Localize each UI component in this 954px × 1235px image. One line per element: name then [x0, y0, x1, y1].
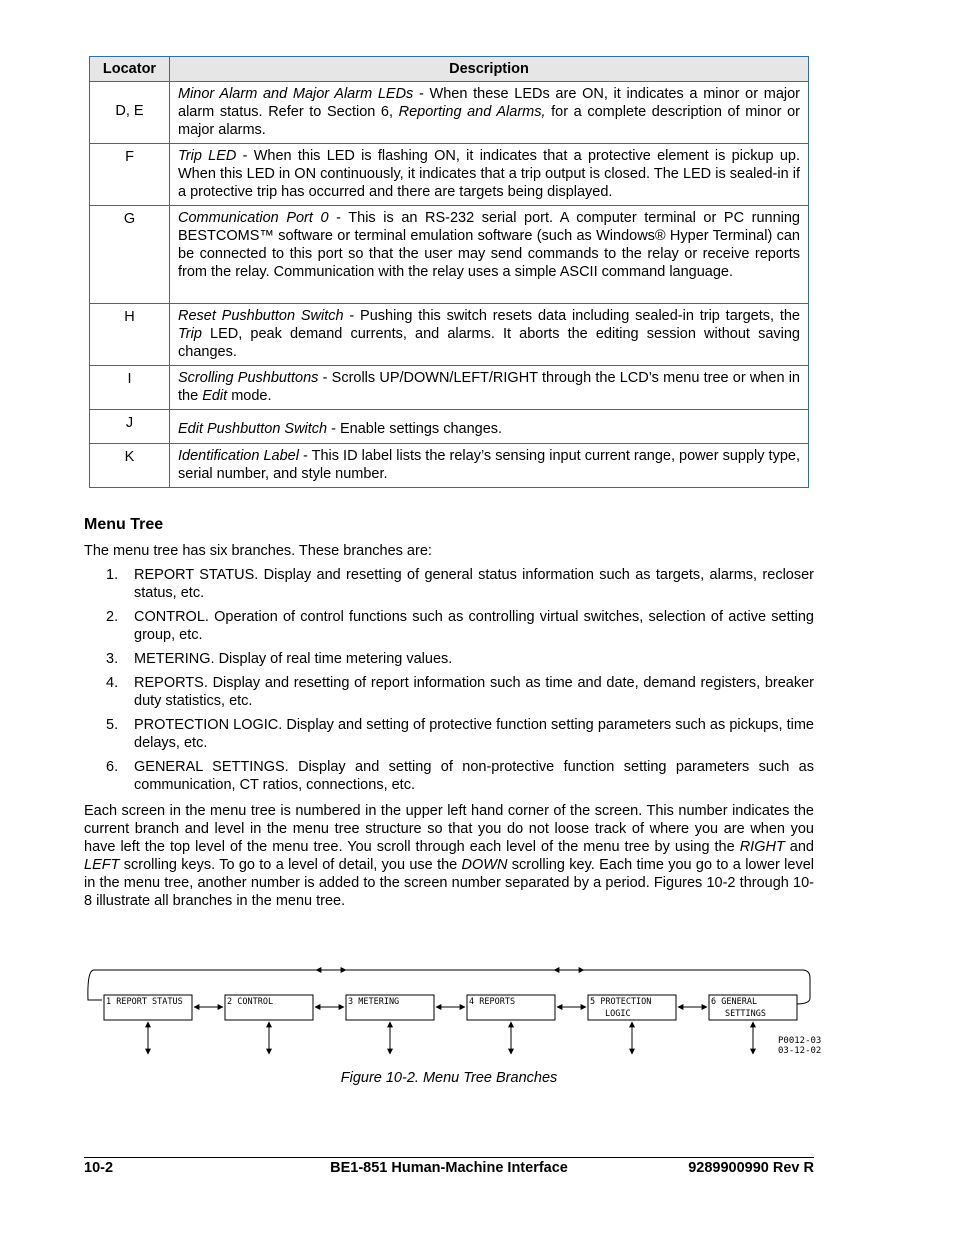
item-ref: Edit [202, 388, 228, 404]
item-text: - Enable settings changes. [327, 421, 503, 437]
wraparound-connector [88, 970, 810, 1004]
list-number: 6. [106, 759, 119, 775]
list-text: PROTECTION LOGIC. Display and setting of protective function setting parameters such as pickups, time delays, etc. [134, 717, 814, 751]
branch-list [84, 566, 814, 800]
footer-rule [84, 1157, 814, 1158]
locator-cell: H [90, 304, 170, 366]
document-number: 9289900990 Rev R [688, 1160, 814, 1176]
list-text: CONTROL. Operation of control functions such as controlling virtual switches, selection of active setting group, etc. [134, 609, 814, 643]
locator-cell: J [90, 410, 170, 444]
item-text2: for a complete description of minor or major alarms. [178, 104, 800, 138]
table-row [90, 366, 809, 410]
menu-branch-label: 1 REPORT STATUS [106, 997, 183, 1007]
description-header: Description [170, 57, 809, 82]
item-title: Communication Port 0 [178, 210, 329, 226]
menu-branch-label: 3 METERING [348, 997, 400, 1007]
paragraph-text: and [784, 839, 814, 855]
menu-branch-label-line2: LOGIC [605, 1009, 631, 1019]
locator-cell: F [90, 144, 170, 206]
item-title: Trip LED [178, 148, 237, 164]
menu-branch-label: 4 REPORTS [469, 997, 516, 1007]
description-cell [170, 304, 809, 366]
table-row [90, 444, 809, 488]
item-text: - Pushing this switch resets data including sealed-in trip targets, the [343, 308, 800, 324]
list-number: 3. [106, 651, 119, 667]
table-row [90, 206, 809, 304]
menu-branch-label-line2: SETTINGS [725, 1009, 766, 1019]
locator-cell: K [90, 444, 170, 488]
locator-header: Locator [90, 57, 170, 82]
left-key-term: LEFT [84, 857, 120, 873]
menu-branch-label: 6 GENERAL [711, 997, 758, 1007]
section-heading: Menu Tree [84, 516, 164, 533]
description-cell [170, 82, 809, 144]
menu-branch-label: 5 PROTECTION [590, 997, 652, 1007]
table-row [90, 410, 809, 444]
list-text: REPORTS. Display and resetting of report information such as time and date, demand registers, breaker duty statistics, etc. [134, 675, 814, 709]
list-item [84, 566, 814, 602]
item-text2: mode. [227, 388, 272, 404]
description-cell [170, 444, 809, 488]
table-row [90, 144, 809, 206]
document-title: BE1-851 Human-Machine Interface [330, 1160, 568, 1176]
locator-cell: I [90, 366, 170, 410]
right-key-term: RIGHT [739, 839, 785, 855]
locator-table [89, 56, 809, 488]
item-ref: Trip [178, 326, 202, 342]
item-title: Minor Alarm and Major Alarm LEDs [178, 86, 414, 102]
description-cell [170, 144, 809, 206]
table-row [90, 304, 809, 366]
item-ref: Reporting and Alarms, [398, 104, 546, 120]
item-title: Scrolling Pushbuttons [178, 370, 319, 386]
page-number: 10-2 [84, 1160, 114, 1176]
list-text: GENERAL SETTINGS. Display and setting of non-protective function setting parameters such as communication, CT ratios, connections, etc. [134, 759, 814, 793]
list-item [84, 650, 814, 668]
menu-tree-diagram [84, 960, 824, 1060]
item-title: Reset Pushbutton Switch [178, 308, 344, 324]
figure-caption: Figure 10-2. Menu Tree Branches [340, 1070, 558, 1086]
item-text2: LED, peak demand currents, and alarms. It aborts the editing session without saving changes. [178, 326, 800, 360]
locator-cell: D, E [90, 82, 170, 144]
figure-code-1: P0012-03 [778, 1036, 822, 1046]
item-text: - When these LEDs are ON, it indicates a minor or major alarm status. Refer to Section 6, [178, 86, 800, 120]
list-item [84, 716, 814, 752]
figure-code-2: 03-12-02 [778, 1046, 822, 1056]
list-item [84, 608, 814, 644]
paragraph-text: Each screen in the menu tree is numbered in the upper left hand corner of the screen. This number indicates the current branch and level in the menu tree structure so that you do not loose track of where you are when you have left the top level of the menu tree. You scroll through each level of the menu tree by using the [84, 803, 814, 855]
locator-cell: G [90, 206, 170, 304]
list-number: 4. [106, 675, 119, 691]
paragraph-text: scrolling keys. To go to a level of detail, you use the [119, 857, 462, 873]
body-paragraph [84, 802, 814, 910]
down-key-term: DOWN [461, 857, 508, 873]
list-number: 2. [106, 609, 119, 625]
paragraph-text: scrolling key. Each time you go to a lower level in the menu tree, another number is added to the screen number separated by a period. Figures 10-2 through 10-8 illustrate all branches in the menu tree. [84, 857, 814, 909]
item-title: Edit Pushbutton Switch [178, 421, 328, 437]
list-item [84, 758, 814, 794]
list-number: 1. [106, 567, 119, 583]
item-text: - This ID label lists the relay’s sensing input current range, power supply type, serial number, and style number. [178, 448, 800, 482]
item-text: - When this LED is flashing ON, it indicates that a protective element is pickup up. When this LED in ON continuously, it indicates that a trip output is closed. The LED is sealed-in if a protective trip has occurred and there are targets being displayed. [178, 148, 800, 200]
list-text: REPORT STATUS. Display and resetting of general status information such as targets, alarms, recloser status, etc. [134, 567, 814, 601]
table-row [90, 82, 809, 144]
list-item [84, 674, 814, 710]
description-cell [170, 410, 809, 444]
list-number: 5. [106, 717, 119, 733]
item-text: - Scrolls UP/DOWN/LEFT/RIGHT through the LCD’s menu tree or when in the [178, 370, 801, 404]
item-text: - This is an RS-232 serial port. A computer terminal or PC running BESTCOMS™ software or terminal emulation software (such as Windows® Hyper Terminal) can be connected to this port so that the user may send commands to the relay or receive reports from the relay. Communication with the relay uses a simple ASCII command language. [178, 210, 800, 280]
section-intro: The menu tree has six branches. These branches are: [84, 543, 432, 559]
menu-branch-label: 2 CONTROL [227, 997, 274, 1007]
description-cell [170, 366, 809, 410]
item-title: Identification Label [178, 448, 299, 464]
description-cell [170, 206, 809, 304]
list-text: METERING. Display of real time metering values. [134, 651, 453, 667]
